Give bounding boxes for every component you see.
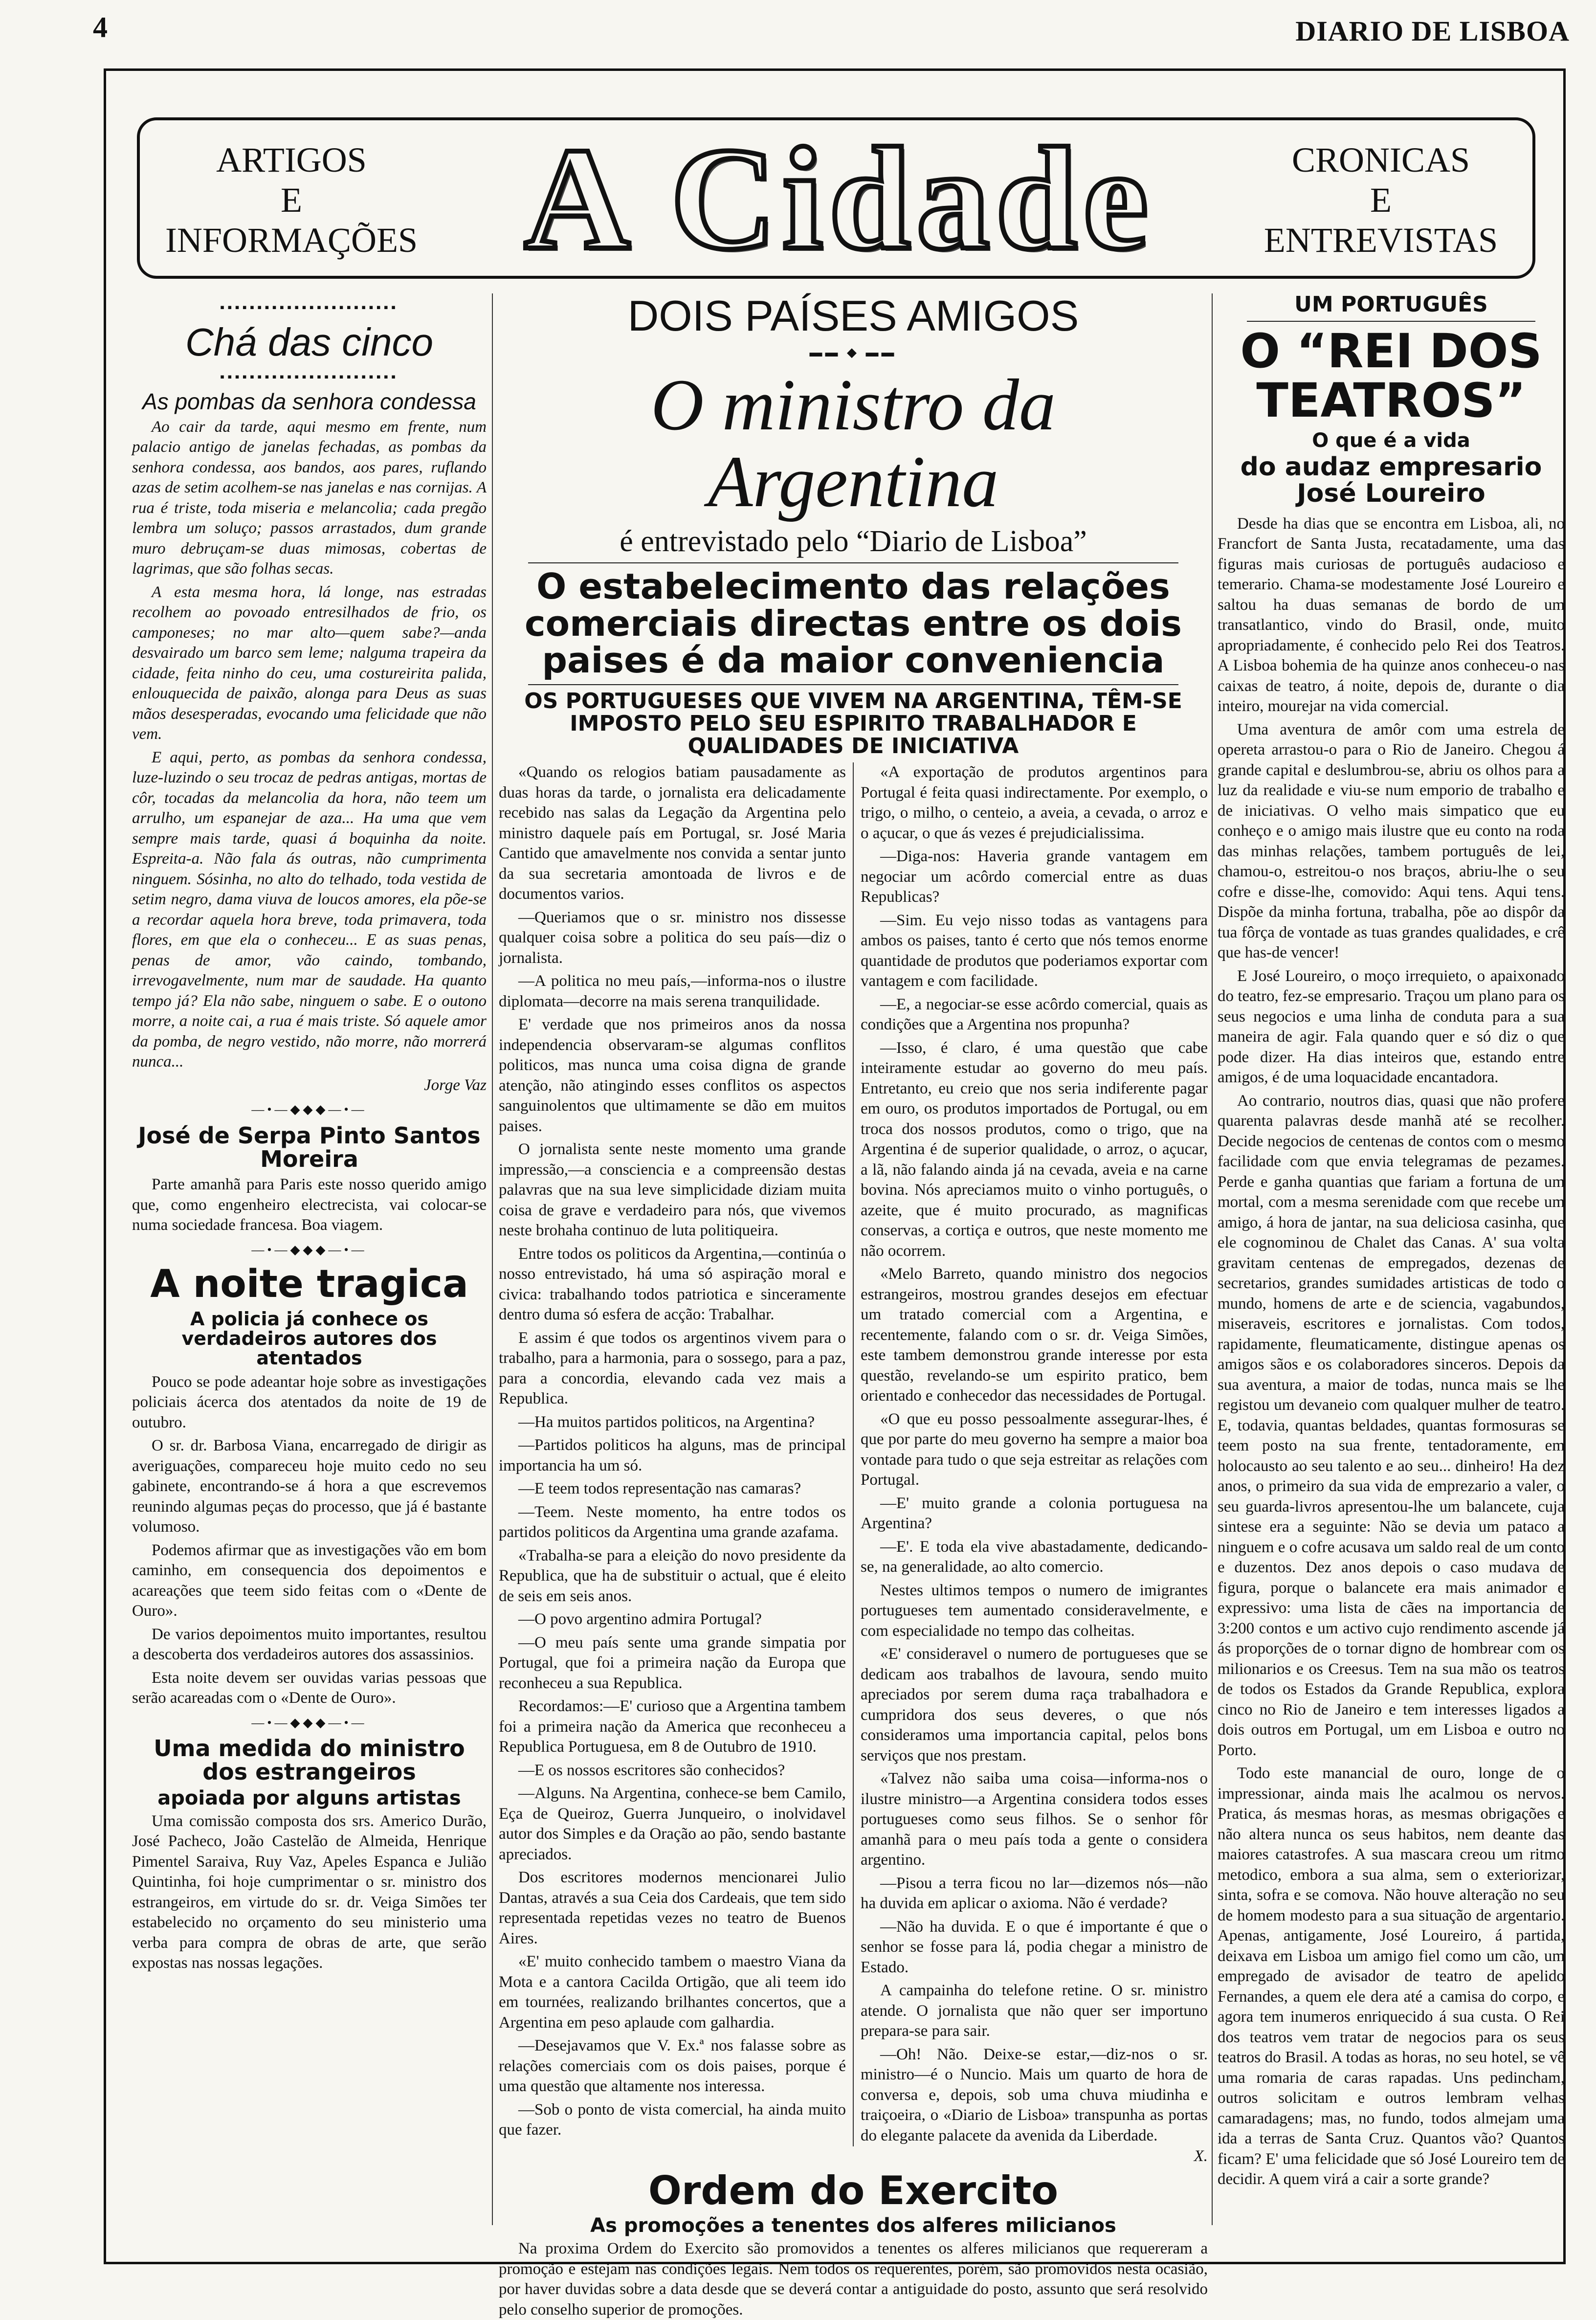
ornament-rule: ▪▪▪▪▪▪▪▪▪▪▪▪▪▪▪▪▪▪▪▪▪▪▪▪ — [220, 369, 399, 384]
article-paragraph: «E' muito conhecido tambem o maestro Viana da Mota e a cantora Cacilda Ortigão, que ali teem ido em tournées, realizando brilhantes concertos, que a Argentina em peso aplaude com galhardia. — [499, 1953, 846, 2031]
article-paragraph: —Alguns. Na Argentina, conhece-se bem Camilo, Eça de Queiroz, Guerra Junqueiro, o inolvidavel autor dos Simples e da Oração ao pão, sendo bastante apreciados. — [499, 1785, 846, 1863]
article-signature: X. — [1194, 2147, 1208, 2165]
masthead — [137, 117, 1535, 279]
article-paragraph: E' verdade que nos primeiros anos da nossa independencia observaram-se algumas conflitos politicos, mas nunca uma coisa digna de grande atenção, não atingindo esses conflitos os aspectos sanguinolentos que ultimamente se dão em muitos paises. — [499, 1016, 846, 1135]
article-paragraph: —E'. E toda ela vive abastadamente, dedicando-se, na generalidade, ao alto comercio. — [861, 1538, 1208, 1576]
page-header — [93, 11, 1570, 45]
article-paragraph: «O que eu posso pessoalmente assegurar-lhes, é que por parte do meu governo ha sempre a maior boa vontade para tudo o que seja estreitar as relações com Portugal. — [861, 1410, 1208, 1489]
masthead-right-line: ENTREVISTAS — [1264, 221, 1498, 260]
article-paragraph: —Teem. Neste momento, ha entre todos os partidos politicos da Argentina uma grande azafama. — [499, 1503, 846, 1541]
article-paragraph: Desde ha dias que se encontra em Lisboa, ali, no Francfort de Santa Justa, recatadamente, uma das figuras mais curiosas de português audacioso e temerario. Chama-se modestamente José Loureiro e saltou ha duas semanas de bordo de um transatlantico, vindo do Brasil, onde, muito apropriadamente, é conhecido pelo Rei dos Teatros. A Lisboa bohemia de ha quinze anos conheceu-o nas caixas de teatro, á noite, depois de, durante o dia inteiro, mourejar na vida comercial. — [1218, 514, 1565, 715]
article-paragraph: —Queriamos que o sr. ministro nos dissesse qualquer coisa sobre a politica do seu país—diz o jornalista. — [499, 908, 846, 967]
article-paragraph: De varios depoimentos muito importantes, resultou a descoberta dos verdadeiros autores dos assassinios. — [132, 1625, 487, 1664]
section-title-cha: Chá das cinco — [185, 320, 433, 364]
masthead-left-line: INFORMAÇÕES — [165, 221, 418, 260]
article-paragraph: Uma aventura de amôr com uma estrela de opereta arrastou-o para o Rio de Janeiro. Chegou á grande capital e deslumbrou-se, abriu os olhos para a luz da realidade e viu-se num emporio de trabalho e de iniciativas. O velho mais simpatico que eu conheço e o amigo mais ilustre que eu conto na roda das minhas relações, tambem português de lei, chamou-o, estreitou-o nos braços, abriu-lhe o seu cofre e disse-lhe, comovido: Aqui tens. Aqui tens. Dispõe da minha fortuna, trabalha, põe ao dispôr da tua fôrça de vontade as tuas grandes qualidades, e crê que has-de vencer! — [1218, 720, 1565, 962]
ornament-rule: ▪▪▪▪▪▪▪▪▪▪▪▪▪▪▪▪▪▪▪▪▪▪▪▪ — [220, 300, 399, 314]
column-rule — [1212, 293, 1213, 2225]
article-paragraph: —O meu país sente uma grande simpatia por Portugal, que foi a primeira nação da Europa que reconheceu a sua Republica. — [499, 1633, 846, 1692]
article-paragraph: —Pisou a terra ficou no lar—dizemos nós—não ha duvida em aplicar o axioma. Não é verdade? — [861, 1874, 1208, 1913]
article-paragraph: E José Loureiro, o moço irrequieto, o apaixonado do teatro, fez-se empresario. Traçou um plano para os seus negocios e uma linha de conduta para a sua maneira de agir. Fala quando quer e só diz o que pode dizer. Ha dias inteiros que, estando entre amigos, é de uma loquacidade encantadora. — [1218, 967, 1565, 1087]
article-deck: OS PORTUGUESES QUE VIVEM NA ARGENTINA, TÊM-SE IMPOSTO PELO SEU ESPIRITO TRABALHADOR E QUALIDADES DE INICIATIVA — [524, 688, 1182, 759]
article-paragraph: —Sob o ponto de vista comercial, ha ainda muito que fazer. — [499, 2100, 846, 2139]
article-paragraph: O sr. dr. Barbosa Viana, encarregado de dirigir as averiguações, compareceu hoje muito cedo no seu gabinete, encontrando-se á hora a que escrevemos reunindo algumas peças do processo, que já é bastante volumoso. — [132, 1437, 487, 1536]
article-paragraph: E assim é que todos os argentinos vivem para o trabalho, para a harmonia, para o sossego, para a paz, para a concordia, elevando cada vez mais a Republica. — [499, 1329, 846, 1408]
article-headline: O estabelecimento das relações comerciais directas entre os dois paises é da maior conveniencia — [524, 565, 1182, 681]
article-body — [499, 762, 1208, 2146]
article-kicker: UM PORTUGUÊS — [1294, 292, 1488, 317]
article-title: A noite tragica — [150, 1262, 468, 1307]
article-paragraph: «Quando os relogios batiam pausadamente as duas horas da tarde, o jornalista era delicadamente recebido nas salas da Legação da Argentina pelo ministro daquele país em Portugal, sr. José Maria Cantido que amavelmente nos convida a sentar junto da sua secretaria amontoada de livros e de documentos varios. — [499, 763, 846, 903]
article-paragraph: Recordamos:—E' curioso que a Argentina tambem foi a primeira nação da America que reconheceu a Republica Portuguesa, em 8 de Outubro de 1910. — [499, 1697, 846, 1756]
masthead-title: A Cidade — [524, 117, 1154, 280]
article-title: O “REI DOS TEATROS” — [1240, 324, 1542, 428]
ornament-rule: —•—◆◆◆—•— — [251, 1102, 367, 1116]
ornament-rule: —•—◆◆◆—•— — [251, 1715, 367, 1730]
article-paragraph: Todo este manancial de ouro, longe de o impressionar, ainda mais lhe acalmou os nervos. Pratica, ás mesmas horas, as mesmas obrigações e não altera nunca os seus habitos, nem deante das maiores catastrofes. A sua mascara creou um ritmo metodico, embora a sua alma, sem o exteriorizar, sinta, sofra e se comova. Não houve alteração no seu de homem modesto para a sua situação de argentario. Apenas, antigamente, José Loureiro, á partida, deixava em Lisboa um amigo fiel como um cão, um empregado de avisador de teatro de apelido Fernandes, a quem ele dera até a camisa do corpo, e agora tem inumeros enriquecido á sua custa. O Rei dos teatros vem tratar de negocios para os seus teatros do Brasil. A todas as horas, no seu hotel, se vê uma romaria de caras rapadas. Uns pedincham, outros solicitam e outros lembram velhas camaradagens; mas, no fundo, todos almejam uma ida a terras de Santa Cruz. Quantos vão? Quantos ficam? E' uma felicidade que só José Loureiro tem de decidir. A quem virá a cair a sorte grande? — [1218, 1764, 1565, 2188]
article-paragraph: Entre todos os politicos da Argentina,—continúa o nosso entrevistado, há uma só aspiração moral e civica: trabalhando todos patriotica e sinceramente dentro duma só esfera de acção: Trabalhar. — [499, 1245, 846, 1324]
article-paragraph: Parte amanhã para Paris este nosso querido amigo que, como engenheiro electrecista, vai colocar-se numa sociedade francesa. Boa viagem. — [132, 1176, 487, 1234]
article-subtitle: As promoções a tenentes dos alferes milicianos — [590, 2214, 1116, 2237]
article-paragraph: —Sim. Eu vejo nisso todas as vantagens para ambos os paises, tanto é certo que nós temos enorme quantidade de produtos que poderiamos exportar com vantagem e com facilidade. — [861, 911, 1208, 990]
article-subtitle: apoiada por alguns artistas — [157, 1786, 461, 1809]
article-kicker: DOIS PAÍSES AMIGOS — [627, 291, 1079, 340]
article-paragraph: —E teem todos representação nas camaras? — [518, 1480, 801, 1498]
article-paragraph: «Talvez não saiba uma coisa—informa-nos o ilustre ministro—a Argentina considera todos esses portugueses como seus filhos. Se o senhor fôr amanhã para o meu país toda a gente o considera argentino. — [861, 1770, 1208, 1869]
column-rule — [492, 293, 493, 2225]
article-paragraph: «Melo Barreto, quando ministro dos negocios estrangeiros, mostrou grandes desejos em efectuar um tratado comercial com a Argentina, e recentemente, falando com o sr. dr. Veiga Simões, este tambem demonstrou grande interesse por esta questão, revelando-se um espirito pratico, bem orientado e conhecedor das necessidades de Portugal. — [861, 1265, 1208, 1405]
article-title: José de Serpa Pinto Santos Moreira — [138, 1122, 481, 1172]
ornament-rule: —•—◆◆◆—•— — [251, 1242, 367, 1257]
article-paragraph: O jornalista sente neste momento uma grande impressão,—a consciencia e a compreensão destas palavras que na sua leve simplicidade diziam muita coisa de grave e verdadeiro para nós, que vivemos neste brohaha continuo de luta politiqueira. — [499, 1140, 846, 1240]
article-paragraph: E aqui, perto, as pombas da senhora condessa, luze-luzindo o seu trocaz de pedras antigas, mortas de côr, tocadas da melancolia da hora, não teem um arrulho, um espanejar de aza... Ha uma que vem sempre mais tarde, quasi á boquinha da noite. Espreita-a. Não fala ás outras, não cumprimenta ninguem. Sósinha, no alto do telhado, toda vestida de setim negro, dama viuva de loucos amores, ela põe-se a recordar aquela hora breve, toda primavera, toda flores, em que ela o conheceu... E as suas penas, penas de amor, vão caindo, tombando, irrevogavelmente, num mar de saudade. Ha quanto tempo já? Ela não sabe, ninguem o sabe. E o outono morre, a noite cai, a rua é mais triste. Só aquele amor da pomba, de negro vestido, não morre, não morrerá nunca... — [132, 748, 487, 1071]
column-left — [132, 293, 487, 2210]
article-title: Uma medida do ministro dos estrangeiros — [154, 1735, 465, 1785]
masthead-right-line: E — [1370, 180, 1392, 220]
article-title: Ordem do Exercito — [648, 2168, 1059, 2214]
masthead-left — [155, 140, 428, 260]
article-title: O ministro da Argentina — [651, 364, 1056, 523]
article-subtitle: A policia já conhece os verdadeiros autores dos atentados — [181, 1308, 437, 1369]
article-paragraph: —Não ha duvida. E o que é importante é que o senhor se fosse para lá, podia chegar a ministro de Estado. — [861, 1918, 1208, 1976]
article-paragraph: —Partidos politicos ha alguns, mas de principal importancia ha um só. — [499, 1436, 846, 1474]
ornament-rule: ▬▬ ◆ ▬▬ — [809, 345, 897, 360]
separator — [528, 562, 1178, 563]
article-paragraph: —Isso, é claro, é uma questão que cabe inteiramente estudar ao governo do meu país. Entretanto, eu creio que nos seria indiferente pagar em ouro, os produtos importados de Portugal, ou em troca dos nossos produtos, como o trigo, que na Argentina é de superior qualidade, o arroz, o açucar, a lã, não falando ainda já na cevada, aveia e na carne bovina. Nós apreciamos muito o vinho português, o azeite, que é muito procurado, as magnificas conservas, a cortiça e outros, que neste momento me não ocorrem. — [861, 1039, 1208, 1260]
article-paragraph: Ao cair da tarde, aqui mesmo em frente, num palacio antigo de janelas fechadas, as pombas da senhora condessa, aos bandos, aos pares, ruflando azas de setim acolhem-se nas janelas e nas cornijas. A rua é triste, toda miseria e melancolia; cada pregão lembra um soluço; passos arrastados, dum grande muro debruçam-se duas mimosas, cobertas de lagrimas, que são folhas secas. — [132, 418, 487, 578]
article-paragraph: Pouco se pode adeantar hoje sobre as investigações policiais ácerca dos atentados da noite de 19 de outubro. — [132, 1373, 487, 1431]
article-paragraph: —A politica no meu país,—informa-nos o ilustre diplomata—decorre na mais serena tranquilidade. — [499, 972, 846, 1010]
article-paragraph: Nestes ultimos tempos o numero de imigrantes portugueses tem aumentado consideravelmente, e com especialidade no tempo das colheitas. — [861, 1581, 1208, 1640]
article-title: As pombas da senhora condessa — [142, 389, 476, 414]
article-subtitle: O que é a vida — [1312, 429, 1470, 452]
article-paragraph: A campainha do telefone retine. O sr. ministro atende. O jornalista que não quer ser importuno prepara-se para sair. — [861, 1982, 1208, 2040]
article-body — [1218, 514, 1565, 2190]
masthead-right-line: CRONICAS — [1291, 140, 1470, 179]
article-paragraph: Uma comissão composta dos srs. Americo Durão, José Pacheco, João Castelão de Almeida, Henrique Pimentel Saraiva, Ruy Vaz, Apeles Espanca e Julião Quintinha, foi hoje cumprimentar o sr. ministro dos estrangeiros, em virtude do sr. dr. Veiga Simões ter estabelecido no orçamento do seu ministerio uma verba para compra de obras de arte, que serão expostas nas nossas legações. — [132, 1812, 487, 1972]
separator — [528, 684, 1178, 685]
article-subtitle: do audaz empresario José Loureiro — [1240, 452, 1542, 509]
article-paragraph: —Desejavamos que V. Ex.ª nos falasse sobre as relações comerciais com os dois paises, porque é uma questão que altamente nos interessa. — [499, 2037, 846, 2096]
masthead-left-line: ARTIGOS — [216, 140, 367, 179]
article-signature: Jorge Vaz — [423, 1076, 487, 1094]
article-paragraph: Podemos afirmar que as investigações vão em bom caminho, em consequencia dos depoimentos e acareações que teem sido feitas com o «Dente de Ouro». — [132, 1541, 487, 1620]
article-paragraph: Ao contrario, noutros dias, quasi que não profere quarenta palavras desde manhã até se recolher. Decide negocios de centenas de contos com o mesmo facilidade com que envia telegramas de pezames. Perde e ganha quantias que fariam a fortuna de um mortal, com a mesma serenidade com que recebe um amigo, á hora de jantar, na sua deliciosa casinha, que ele cognominou de Chalet das Canas. A' sua volta gravitam centenas de empregados, dezenas de secretarios, grandes sumidades artisticas de todo o mundo, homens de arte e de sciencia, vagabundos, miseraveis, escritores e jornalistas. Com todos, rapidamente, fleumaticamente, distingue apenas os amigos sãos e os colaboradores sinceros. Depois da sua aventura, a maior de todas, nunca mais se lhe registou um devaneio com qualquer mulher de teatro. E, todavia, quantas beldades, quantas formosuras se teem posto na sua frente, tentadoramente, em holocausto ao seu talento e ao seu... dinheiro! Ha dez anos, o primeiro da sua vida de emprezario a valer, o seu guarda-livros apresentou-lhe um balancete, cuja sintese era a seguinte: Não se devia um pataco a ninguem e o cofre acusava um saldo real de um conto e duzentos. Dez anos depois o caso mudava de figura, porque o balancete era mais animador e expressivo: uma lista de cães na importancia de 3:200 contos e um activo cujo rendimento ascende já ás proporções de o tornar digno de hombrear com os milionarios e os Creesus. Tem na sua mão os teatros de todos os Estados da Grande Republica, explora cinco no Rio de Janeiro e tem interesses ligados a dois outros em Portugal, um em Lisboa e outro no Porto. — [1218, 1092, 1565, 1759]
article-paragraph: —E' muito grande a colonia portuguesa na Argentina? — [861, 1494, 1208, 1533]
article-paragraph: «E' consideravel o numero de portugueses que se dedicam aos trabalhos de lavoura, sendo muito apreciados por serem duma raça trabalhadora e cumpridora dos seus deveres, o que nós consideramos uma importancia capital, pelos bons serviços que nos prestam. — [861, 1645, 1208, 1764]
article-paragraph: Esta noite devem ser ouvidas varias pessoas que serão acareadas com o «Dente de Ouro». — [132, 1669, 487, 1707]
column-center — [499, 291, 1208, 2319]
article-paragraph: «A exportação de produtos argentinos para Portugal é feita quasi indirectamente. Por exemplo, o trigo, o milho, o centeio, a aveia, a cevada, o arroz e o açucar, o que ás vezes é prejudicialissima. — [861, 763, 1208, 842]
article-paragraph: —Ha muitos partidos politicos, na Argentina? — [518, 1413, 815, 1431]
masthead-left-line: E — [281, 180, 302, 220]
article-paragraph: Na proxima Ordem do Exercito são promovidos a tenentes os alferes milicianos que requereram a promoção e estejam nas condições legais. Nem todos os requerentes, porém, são promovidos nesta ocasião, por haver duvidas sobre a data desde que se deverá contar a antiguidade do posto, assunto que será resolvido pelo conselho superior de promoções. — [499, 2240, 1208, 2319]
article-paragraph: Dos escritores modernos mencionarei Julio Dantas, através a sua Ceia dos Cardeais, que tem sido representada repetidas vezes no teatro de Buenos Aires. — [499, 1869, 846, 1947]
separator — [1247, 321, 1535, 322]
article-paragraph: —O povo argentino admira Portugal? — [518, 1610, 762, 1628]
article-subtitle: é entrevistado pelo “Diario de Lisboa” — [620, 524, 1087, 558]
article-paragraph: —Oh! Não. Deixe-se estar,—diz-nos o sr. ministro—é o Nuncio. Mais um quarto de hora de conversa e, depois, sob uma chuva miudinha e traiçoeira, o «Diario de Lisboa» transpunha as portas do elegante palacete da avenida da Liberdade. — [861, 2045, 1208, 2144]
column-right — [1218, 293, 1565, 2230]
article-paragraph: —E, a negociar-se esse acôrdo comercial, quais as condições que a Argentina nos propunha? — [861, 995, 1208, 1034]
masthead-right — [1244, 140, 1518, 260]
article-paragraph: —E os nossos escritores são conhecidos? — [518, 1761, 785, 1779]
article-paragraph: —Diga-nos: Haveria grande vantagem em negociar um acôrdo comercial entre as duas Republicas? — [861, 848, 1208, 906]
page-number: 4 — [93, 11, 108, 44]
newspaper-name: DIARIO DE LISBOA — [1295, 15, 1570, 47]
article-paragraph: A esta mesma hora, lá longe, nas estradas recolhem ao povoado entresilhados de frio, os camponeses; no mar alto—quem sabe?—anda desvairado um barco sem leme; nalguma trapeira da cidade, feita ninho do ceu, uma costureirita palida, enlouquecida de paixão, alonga para Deus as suas mãos desesperadas, evocando uma felicidade que não vem. — [132, 583, 487, 743]
article-paragraph: «Trabalha-se para a eleição do novo presidente da Republica, que ha de substituir o actual, que é eleito de seis em seis anos. — [499, 1546, 846, 1605]
